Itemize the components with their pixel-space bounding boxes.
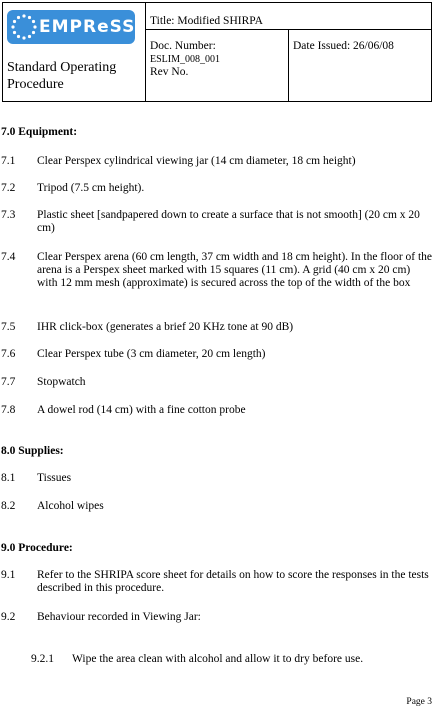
sop-label: Standard Operating Procedure (7, 60, 117, 92)
logo-cell (3, 3, 146, 102)
document-header (2, 2, 432, 102)
title-cell (146, 3, 432, 30)
date-issued-cell (289, 30, 432, 102)
date-issued: Date Issued: 26/06/08 (293, 40, 394, 52)
procedure-heading: 9.0 Procedure: (1, 542, 73, 554)
doc-number-value: ESLIM_008_001 (150, 54, 220, 65)
equipment-heading: 7.0 Equipment: (1, 126, 78, 138)
doc-number-cell (146, 30, 289, 102)
document-title: Title: Modified SHIRPA (150, 15, 263, 27)
doc-number-label: Doc. Number: (150, 40, 216, 52)
eu-stars-icon (10, 13, 38, 41)
empress-logo (7, 10, 135, 44)
supplies-heading: 8.0 Supplies: (1, 445, 64, 457)
rev-label: Rev No. (150, 66, 189, 78)
logo-text: EMPReSS (39, 17, 135, 37)
page-number: Page 3 (406, 697, 432, 707)
